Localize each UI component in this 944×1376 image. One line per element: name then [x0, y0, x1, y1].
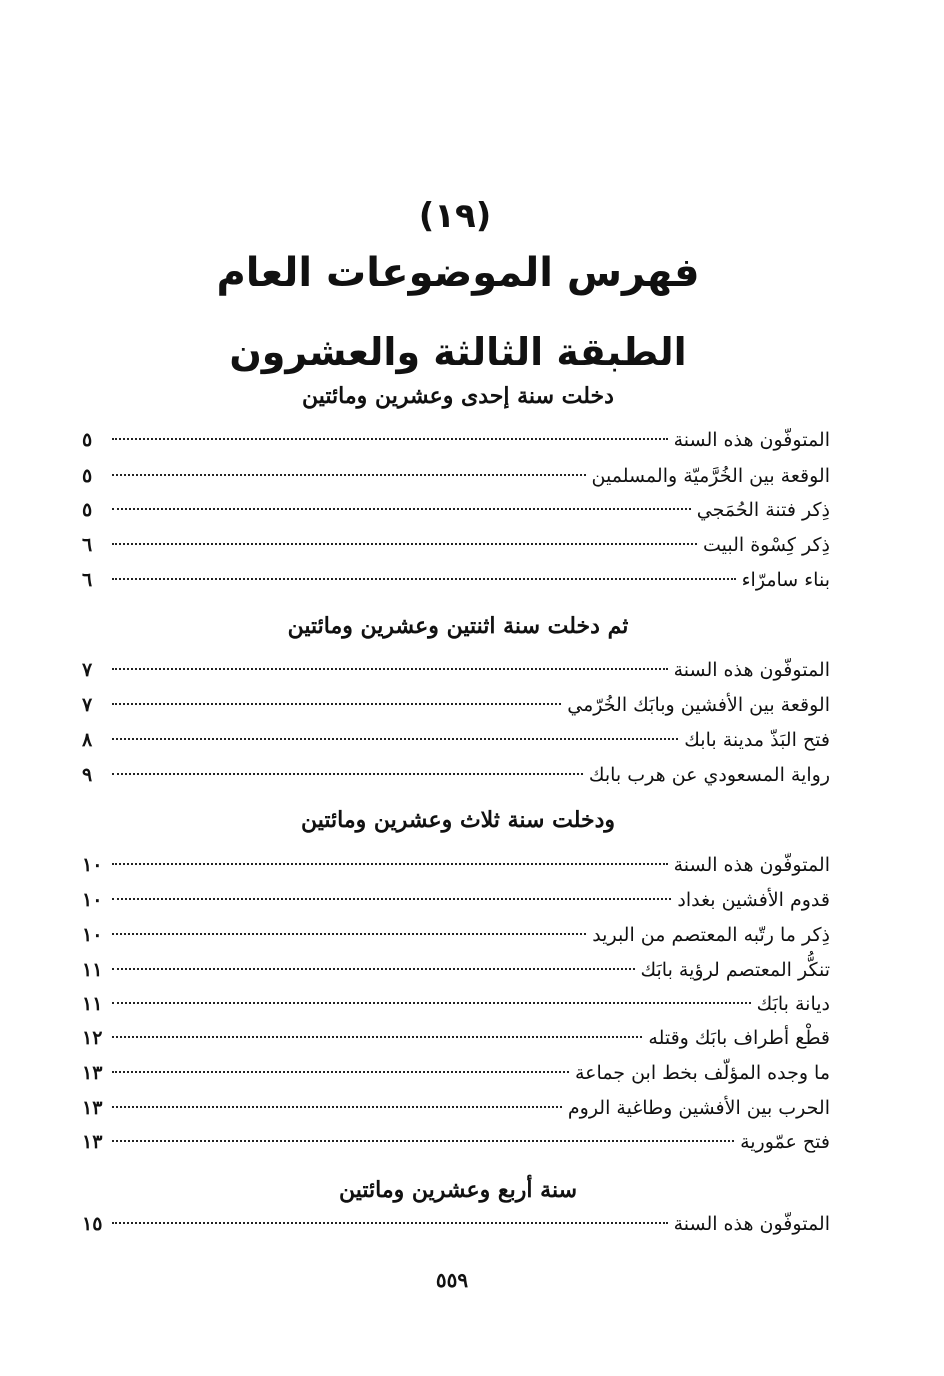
toc-entry[interactable] — [82, 1094, 830, 1122]
dot-leader — [112, 703, 561, 705]
entry-page-number: ١٠ — [82, 924, 103, 946]
toc-entry[interactable] — [82, 1059, 830, 1087]
toc-entry[interactable] — [82, 462, 830, 490]
entry-title: فتح البَذّ مدينة بابك — [684, 729, 830, 751]
dot-leader — [112, 668, 668, 670]
entry-page-number: ١٢ — [82, 1027, 103, 1049]
dot-leader — [112, 773, 583, 775]
dot-leader — [112, 508, 691, 510]
dot-leader — [112, 1002, 751, 1004]
dot-leader — [112, 1222, 668, 1224]
entry-title: تنكُّر المعتصم لرؤية بابَك — [640, 959, 830, 981]
toc-entry[interactable] — [82, 851, 830, 879]
entry-page-number: ١١ — [82, 993, 103, 1015]
index-title: فهرس الموضوعات العام — [216, 250, 700, 296]
entry-page-number: ٦ — [82, 569, 93, 591]
entry-page-number: ١٠ — [82, 854, 103, 876]
entry-title: بناء سامرّاء — [741, 569, 830, 591]
dot-leader — [112, 438, 668, 440]
dot-leader — [112, 863, 668, 865]
toc-entry[interactable] — [82, 956, 830, 984]
entry-title: المتوفّون هذه السنة — [673, 1213, 830, 1235]
toc-entry[interactable] — [82, 1210, 830, 1238]
entry-title: المتوفّون هذه السنة — [673, 659, 830, 681]
entry-page-number: ٨ — [82, 729, 93, 751]
entry-page-number: ١٠ — [82, 889, 103, 911]
entry-title: ذِكر فتنة الحُمَجي — [696, 499, 830, 521]
entry-page-number: ٦ — [82, 534, 93, 556]
entry-title: قطْع أطراف بابَك وقتله — [648, 1027, 830, 1049]
entry-title: فتح عمّورية — [740, 1131, 830, 1153]
dot-leader — [112, 968, 635, 970]
toc-entry[interactable] — [82, 726, 830, 754]
entry-title: ما وجده المؤلّف بخط ابن جماعة — [575, 1062, 830, 1084]
dot-leader — [112, 474, 586, 476]
entry-page-number: ١١ — [82, 959, 103, 981]
toc-entry[interactable] — [82, 566, 830, 594]
toc-entry[interactable] — [82, 921, 830, 949]
toc-entry[interactable] — [82, 496, 830, 524]
entry-page-number: ٥ — [82, 465, 93, 487]
entry-title: ذِكر كِسْوة البيت — [702, 534, 830, 556]
toc-entry[interactable] — [82, 1128, 830, 1156]
page-number: ٥٥٩ — [435, 1268, 469, 1292]
entry-title: ذِكر ما رتّبه المعتصم من البريد — [592, 924, 830, 946]
toc-entry[interactable] — [82, 531, 830, 559]
dot-leader — [112, 1036, 642, 1038]
year-heading: سنة أربع وعشرين ومائتين — [338, 1177, 578, 1203]
entry-title: الحرب بين الأفشين وطاغية الروم — [567, 1097, 830, 1119]
entry-title: الوقعة بين الأفشين وبابَك الخُرّمي — [567, 694, 830, 716]
toc-entry[interactable] — [82, 990, 830, 1018]
toc-entry[interactable] — [82, 426, 830, 454]
year-heading: ودخلت سنة ثلاث وعشرين ومائتين — [300, 807, 615, 833]
dot-leader — [112, 898, 671, 900]
tier-title: الطبقة الثالثة والعشرون — [229, 330, 687, 374]
toc-entry[interactable] — [82, 886, 830, 914]
dot-leader — [112, 1071, 569, 1073]
entry-title: الوقعة بين الخُرَّميّة والمسلمين — [591, 465, 830, 487]
entry-page-number: ١٥ — [82, 1213, 103, 1235]
entry-title: رواية المسعودي عن هرب بابك — [588, 764, 830, 786]
toc-entry[interactable] — [82, 1024, 830, 1052]
entry-page-number: ٥ — [82, 499, 93, 521]
entry-page-number: ٧ — [82, 659, 93, 681]
dot-leader — [112, 933, 586, 935]
entry-page-number: ١٣ — [82, 1062, 103, 1084]
dot-leader — [112, 543, 697, 545]
entry-title: ديانة بابَك — [756, 993, 830, 1015]
toc-entry[interactable] — [82, 691, 830, 719]
entry-title: المتوفّون هذه السنة — [673, 854, 830, 876]
dot-leader — [112, 578, 736, 580]
entry-page-number: ١٣ — [82, 1131, 103, 1153]
entry-page-number: ١٣ — [82, 1097, 103, 1119]
dot-leader — [112, 1140, 734, 1142]
year-heading: ثم دخلت سنة اثنتين وعشرين ومائتين — [287, 613, 629, 639]
entry-title: المتوفّون هذه السنة — [673, 429, 830, 451]
dot-leader — [112, 1106, 562, 1108]
entry-page-number: ٧ — [82, 694, 93, 716]
toc-entry[interactable] — [82, 656, 830, 684]
entry-page-number: ٩ — [82, 764, 93, 786]
entry-page-number: ٥ — [82, 429, 93, 451]
toc-entry[interactable] — [82, 761, 830, 789]
entry-title: قدوم الأفشين بغداد — [677, 889, 830, 911]
year-heading: دخلت سنة إحدى وعشرين ومائتين — [302, 383, 614, 409]
chapter-number: (١٩) — [418, 196, 492, 236]
dot-leader — [112, 738, 678, 740]
